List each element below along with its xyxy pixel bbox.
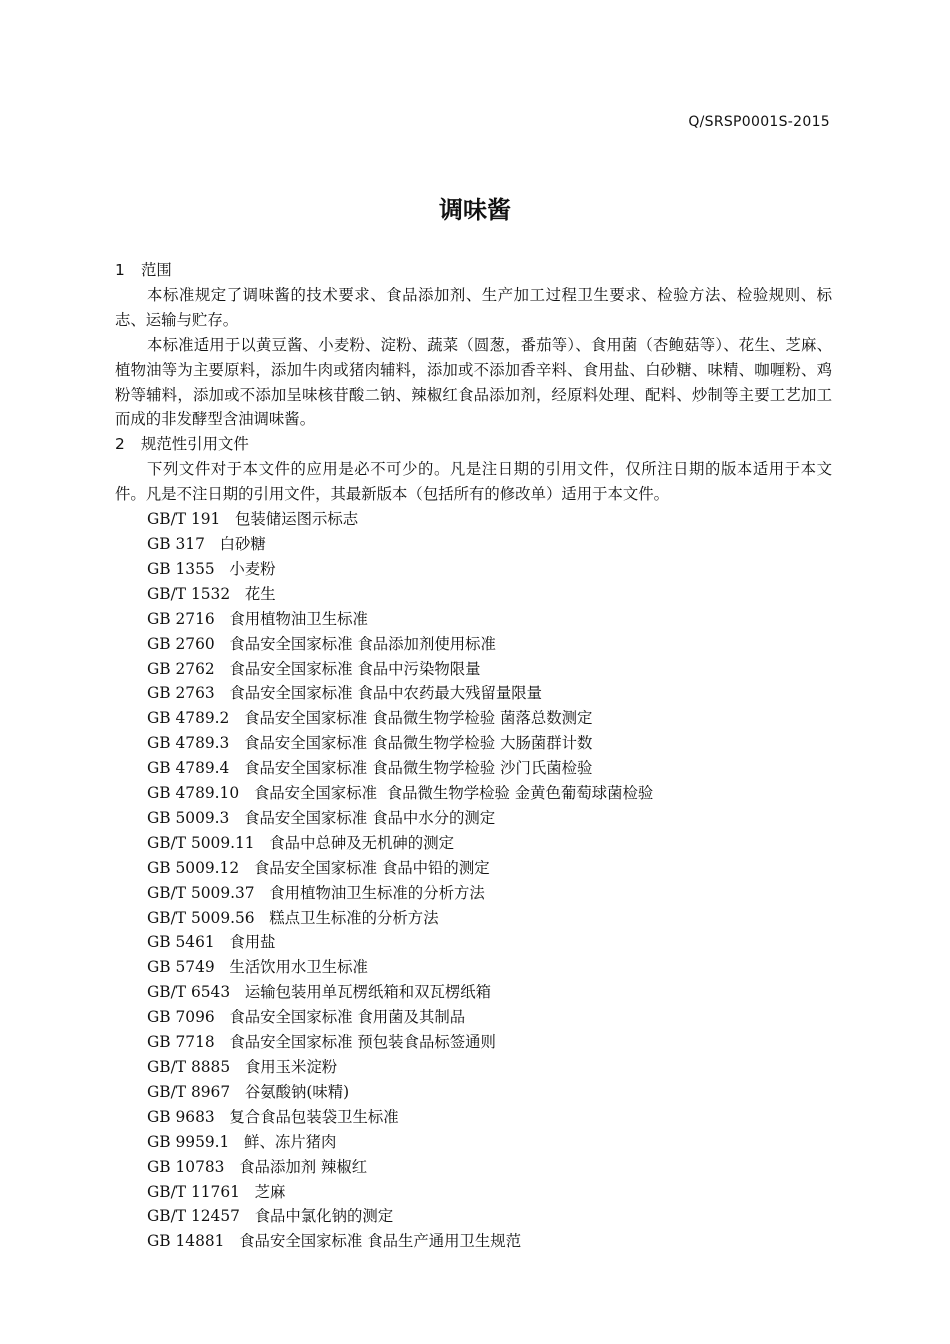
- reference-item: [115, 657, 832, 682]
- document-body: [115, 258, 832, 1254]
- reference-item: [115, 831, 832, 856]
- reference-code: GB/T 11761: [147, 1182, 240, 1201]
- reference-code: GB 317: [147, 534, 205, 553]
- reference-item: [115, 1130, 832, 1155]
- paragraph: 下列文件对于本文件的应用是必不可少的。凡是注日期的引用文件，仅所注日期的版本适用于本文件。凡是不注日期的引用文件，其最新版本（包括所有的修改单）适用于本文件。: [115, 460, 832, 504]
- reference-code: GB 7718: [147, 1033, 215, 1052]
- reference-name: 食品中总砷及无机砷的测定: [269, 833, 454, 852]
- reference-name: 食品安全国家标准 食品中污染物限量: [229, 659, 481, 678]
- reference-item: [115, 1204, 832, 1229]
- reference-item: [115, 507, 832, 532]
- reference-code: GB/T 5009.11: [147, 833, 255, 852]
- reference-name: 食品安全国家标准 食品微生物学检验 沙门氏菌检验: [244, 759, 593, 778]
- reference-item: [115, 557, 832, 582]
- reference-item: [115, 1055, 832, 1080]
- reference-name: 食品安全国家标准 预包装食品标签通则: [229, 1033, 496, 1052]
- reference-name: 食品安全国家标准 食品中农药最大残留量限量: [229, 684, 543, 703]
- document-code: Q/SRSP0001S-2015: [688, 114, 830, 130]
- reference-list: [115, 507, 832, 1254]
- reference-code: GB 5749: [147, 958, 215, 977]
- section-number: 2: [115, 435, 125, 454]
- reference-name: 包装储运图示标志: [235, 510, 359, 529]
- reference-code: GB/T 191: [147, 510, 221, 529]
- document-title: 调味酱: [439, 196, 511, 224]
- reference-code: GB/T 6543: [147, 983, 231, 1002]
- reference-name: 花生: [244, 584, 276, 603]
- reference-code: GB/T 12457: [147, 1207, 240, 1226]
- reference-item: [115, 906, 832, 931]
- reference-item: [115, 1005, 832, 1030]
- reference-code: GB 5009.12: [147, 858, 240, 877]
- reference-name: 食用植物油卫生标准: [229, 609, 368, 628]
- reference-item: [115, 930, 832, 955]
- reference-code: GB/T 8885: [147, 1058, 231, 1076]
- reference-name: 食用植物油卫生标准的分析方法: [269, 883, 485, 902]
- reference-name: 食品安全国家标准 食品中铅的测定: [253, 858, 490, 877]
- reference-item: [115, 1105, 832, 1130]
- reference-code: GB/T 8967: [147, 1082, 231, 1101]
- reference-item: [115, 1030, 832, 1055]
- reference-item: [115, 1229, 832, 1254]
- reference-item: [115, 881, 832, 906]
- reference-code: GB 4789.4: [147, 759, 230, 778]
- reference-name: 运输包装用单瓦楞纸箱和双瓦楞纸箱: [244, 983, 492, 1002]
- reference-name: 食用玉米淀粉: [244, 1058, 338, 1076]
- paragraph: 本标准规定了调味酱的技术要求、食品添加剂、生产加工过程卫生要求、检验方法、检验规则、标志、运输与贮存。: [115, 285, 832, 329]
- reference-name: 小麦粉: [229, 559, 276, 578]
- reference-code: GB 4789.2: [147, 709, 230, 728]
- reference-name: 食品安全国家标准 食品微生物学检验 大肠菌群计数: [244, 734, 593, 753]
- section-title: 范围: [141, 261, 172, 279]
- reference-item: [115, 856, 832, 881]
- section-number: 1: [115, 261, 125, 279]
- section-heading-normative-references: [115, 432, 832, 457]
- reference-name: 谷氨酸钠(味精): [244, 1082, 350, 1101]
- reference-code: GB 5009.3: [147, 808, 230, 827]
- reference-code: GB 2763: [147, 684, 215, 703]
- section-heading-scope: [115, 258, 832, 283]
- reference-item: [115, 632, 832, 657]
- paragraph: 本标准适用于以黄豆酱、小麦粉、淀粉、蔬菜（圆葱，番茄等）、食用菌（杏鲍菇等）、花生、芝麻、植物油等为主要原料，添加牛肉或猪肉辅料，添加或不添加香辛料、食用盐、白砂糖、味精、咖喱粉、鸡粉等辅料，添加或不添加呈味核苷酸二钠、辣椒红食品添加剂，经原料处理、配料、炒制等主要工艺加工而成的非发酵型含油调味酱。: [115, 335, 832, 429]
- reference-code: GB 10783: [147, 1157, 225, 1176]
- reference-name: 食品中氯化钠的测定: [254, 1207, 394, 1226]
- reference-item: [115, 607, 832, 632]
- reference-name: 糕点卫生标准的分析方法: [269, 908, 439, 927]
- section-title: 规范性引用文件: [141, 435, 249, 454]
- reference-name: 食用盐: [229, 933, 276, 952]
- reference-item: [115, 532, 832, 557]
- reference-item: [115, 781, 832, 806]
- reference-code: GB 2716: [147, 609, 215, 628]
- reference-code: GB 4789.3: [147, 734, 230, 753]
- reference-name: 复合食品包装袋卫生标准: [229, 1107, 399, 1126]
- reference-code: GB/T 1532: [147, 584, 231, 603]
- reference-code: GB/T 5009.56: [147, 908, 255, 927]
- reference-item: [115, 1155, 832, 1180]
- reference-item: [115, 1180, 832, 1205]
- reference-code: GB 5461: [147, 933, 215, 952]
- reference-item: [115, 1080, 832, 1105]
- reference-code: GB 1355: [147, 559, 215, 578]
- reference-item: [115, 806, 832, 831]
- reference-item: [115, 756, 832, 781]
- reference-name: 白砂糖: [219, 534, 266, 553]
- reference-name: 食品安全国家标准 食品中水分的测定: [244, 808, 496, 827]
- reference-code: GB 9959.1: [147, 1132, 230, 1151]
- reference-name: 芝麻: [254, 1182, 286, 1201]
- reference-name: 生活饮用水卫生标准: [229, 958, 368, 977]
- reference-code: GB 2760: [147, 634, 215, 653]
- reference-name: 食品安全国家标准 食用菌及其制品: [229, 1008, 466, 1027]
- reference-name: 食品安全国家标准 食品微生物学检验 金黄色葡萄球菌检验: [253, 784, 654, 803]
- reference-code: GB 4789.10: [147, 784, 240, 803]
- reference-name: 食品安全国家标准 食品生产通用卫生规范: [239, 1232, 522, 1251]
- reference-name: 鲜、冻片猪肉: [244, 1132, 337, 1151]
- reference-item: [115, 681, 832, 706]
- reference-code: GB 2762: [147, 659, 215, 678]
- reference-code: GB/T 5009.37: [147, 883, 255, 902]
- reference-code: GB 9683: [147, 1107, 215, 1126]
- reference-code: GB 14881: [147, 1232, 225, 1251]
- reference-item: [115, 955, 832, 980]
- reference-code: GB 7096: [147, 1008, 215, 1027]
- reference-item: [115, 980, 832, 1005]
- reference-item: [115, 706, 832, 731]
- reference-name: 食品安全国家标准 食品微生物学检验 菌落总数测定: [244, 709, 593, 728]
- reference-name: 食品添加剂 辣椒红: [239, 1157, 368, 1176]
- reference-item: [115, 731, 832, 756]
- reference-item: [115, 582, 832, 607]
- reference-name: 食品安全国家标准 食品添加剂使用标准: [229, 634, 496, 653]
